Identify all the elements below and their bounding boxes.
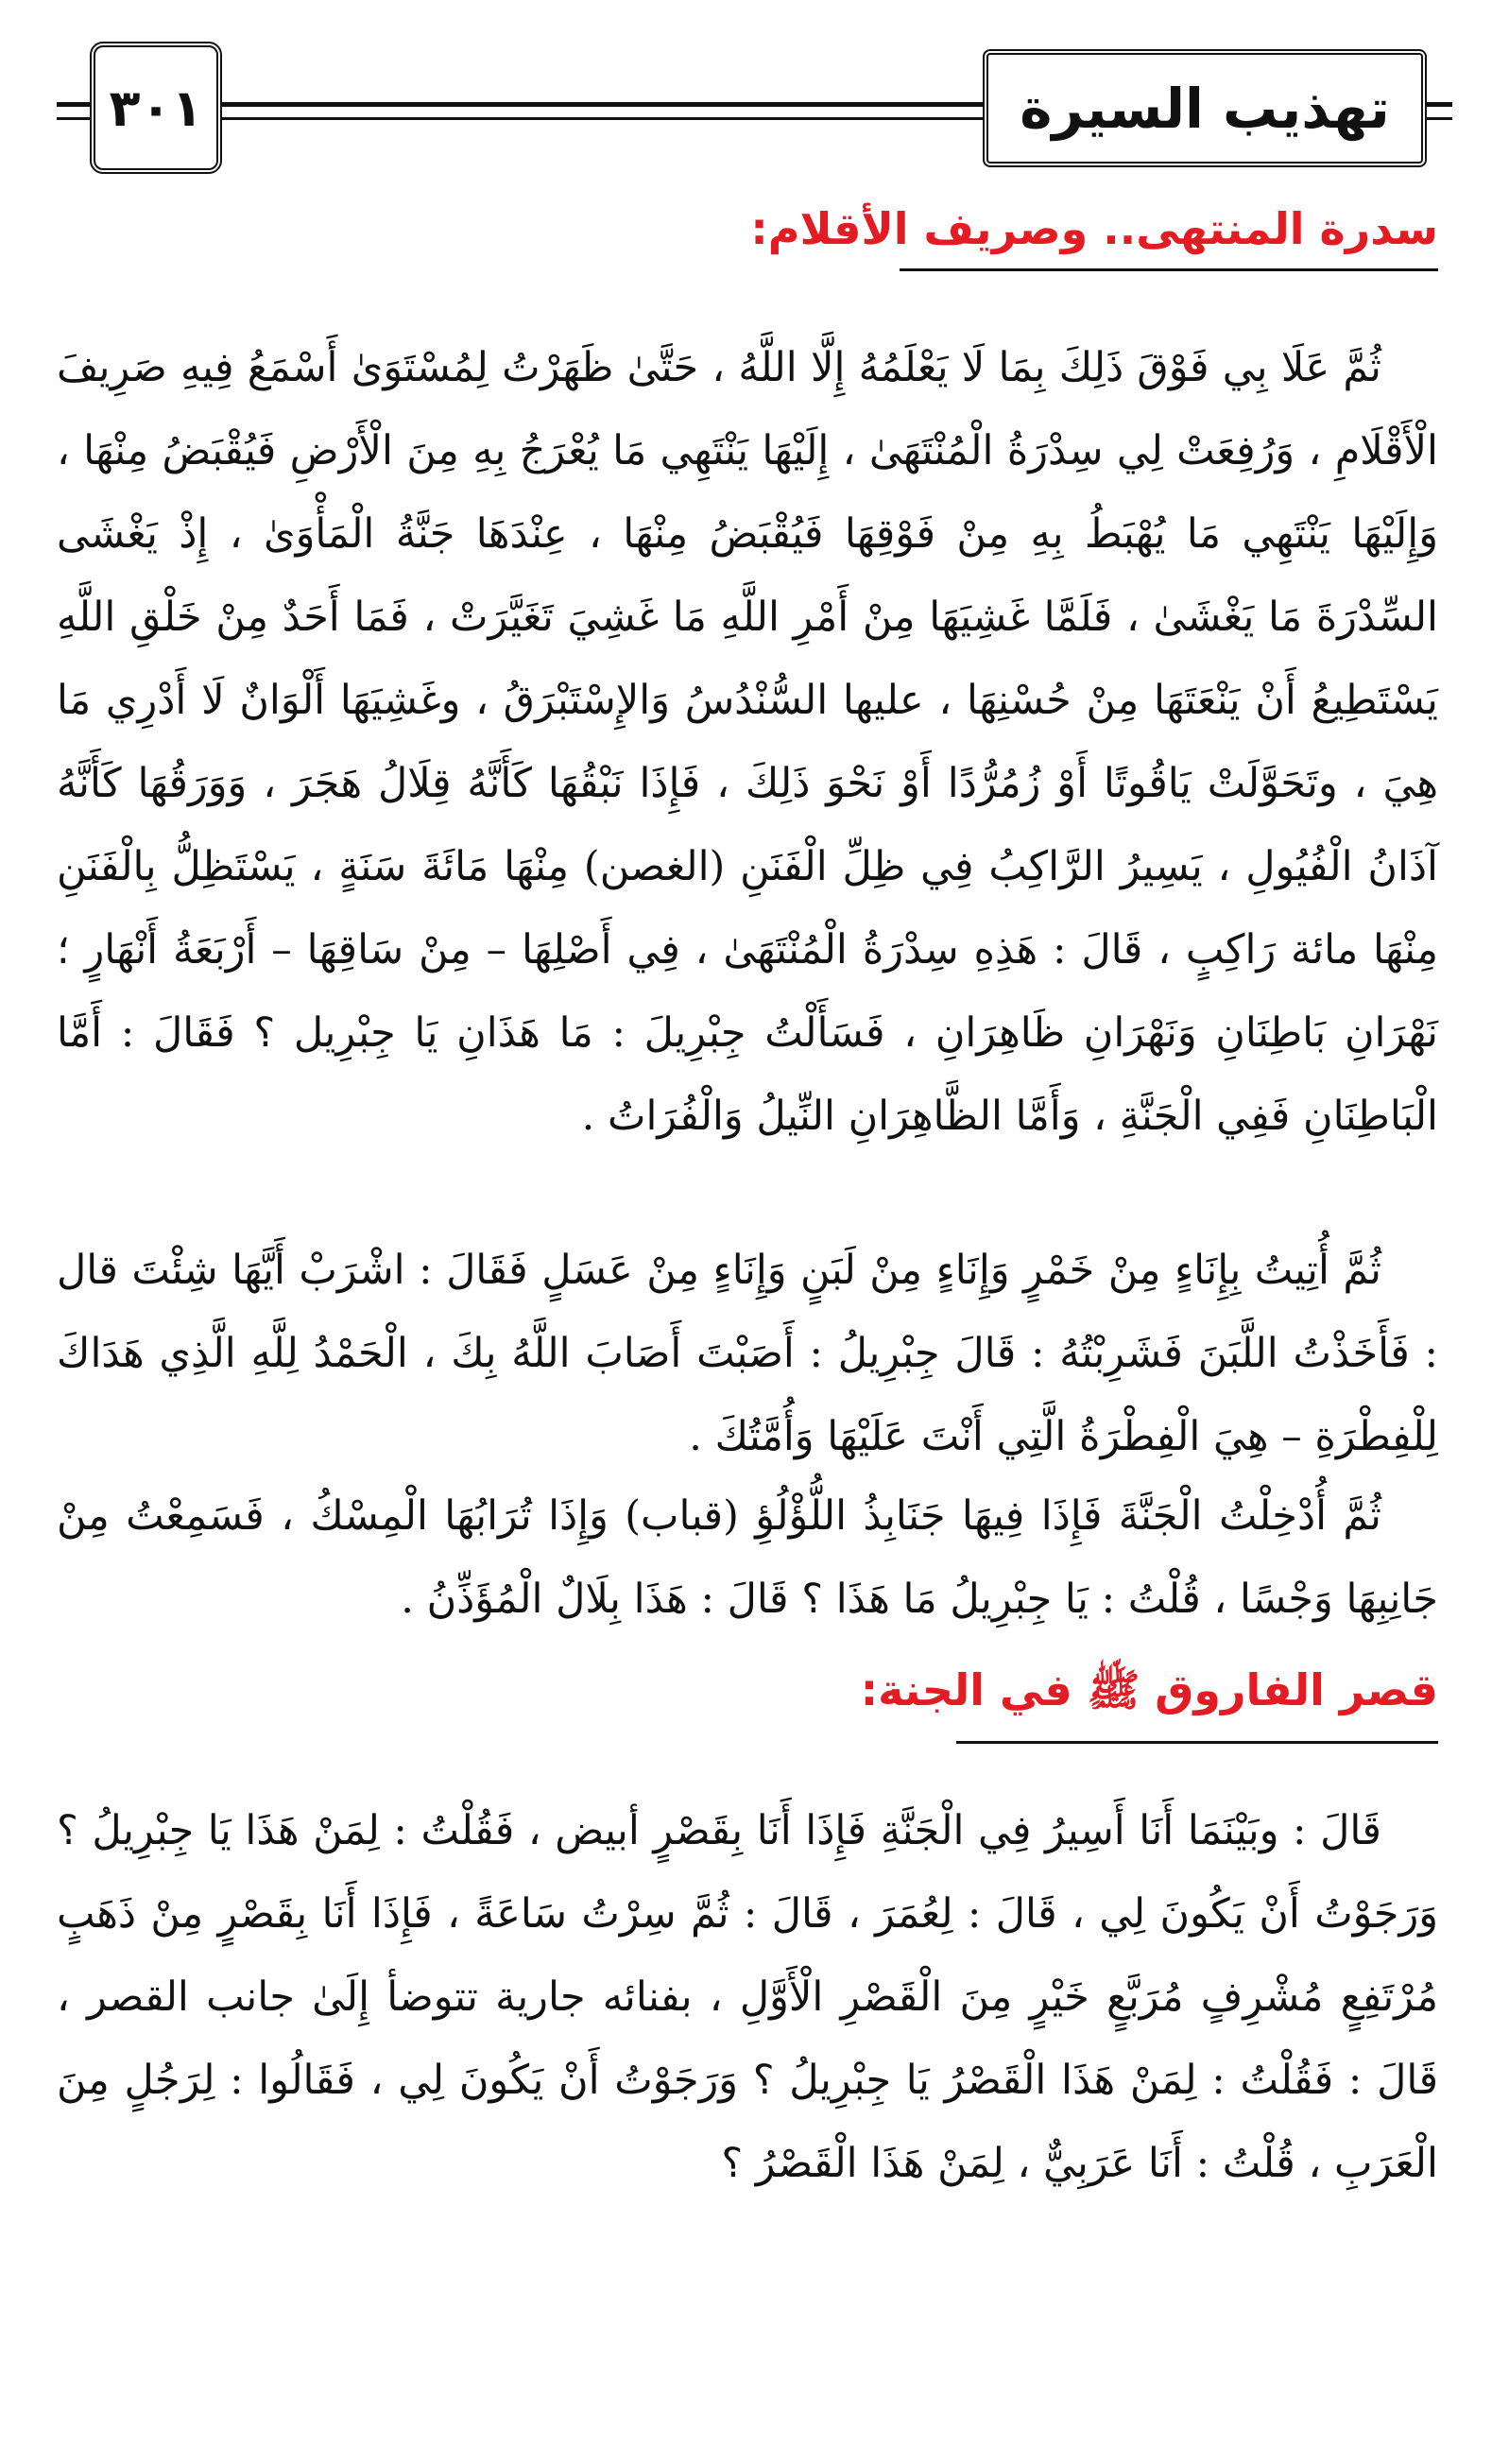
paragraph: [57, 326, 1438, 1158]
paragraph-text: ثُمَّ عَلَا بِي فَوْقَ ذَلِكَ بِمَا لَا يَعْلَمُهُ إِلَّا اللَّهُ ، حَتَّىٰ ظَهَرْتُ لِمُسْتَوَىٰ أَسْمَعُ فِيهِ صَرِيفَ الْأَقْلَامِ ، وَرُفِعَتْ لِي سِدْرَةُ الْمُنْتَهَىٰ ، إِلَيْهَا يَنْتَهِي مَا يُعْرَجُ بِهِ مِنَ الْأَرْضِ فَيُقْبَضُ مِنْهَا ، وَإِلَيْهَا يَنْتَهِي مَا يُهْبَطُ بِهِ مِنْ فَوْقِهَا فَيُقْبَضُ مِنْهَا ، عِنْدَهَا جَنَّةُ الْمَأْوَىٰ ، إِذْ يَغْشَى السِّدْرَةَ مَا يَغْشَىٰ ، فَلَمَّا غَشِيَهَا مِنْ أَمْرِ اللَّهِ مَا غَشِيَ تَغَيَّرَتْ ، فَمَا أَحَدٌ مِنْ خَلْقِ اللَّهِ يَسْتَطِيعُ أَنْ يَنْعَتَهَا مِنْ حُسْنِهَا ، عليها السُّنْدُسُ وَالإِسْتَبْرَقُ ، وغَشِيَهَا أَلْوَانٌ لَا أَدْرِي مَا هِيَ ، وتَحَوَّلَتْ يَاقُوتًا أَوْ زُمُرُّدًا أَوْ نَحْوَ ذَلِكَ ، فَإِذَا نَبْقُهَا كَأَنَّهُ قِلَالُ هَجَرَ ، وَوَرَقُهَا كَأَنَّهُ آذَانُ الْفُيُولِ ، يَسِيرُ الرَّاكِبُ فِي ظِلِّ الْفَنَنِ (الغصن) مِنْهَا مَائَةَ سَنَةٍ ، يَسْتَظِلُّ بِالْفَنَنِ مِنْهَا مائة رَاكِبٍ ، قَالَ : هَذِهِ سِدْرَةُ الْمُنْتَهَىٰ ، فِي أَصْلِهَا – مِنْ سَاقِهَا – أَرْبَعَةُ أَنْهَارٍ ؛ نَهْرَانِ بَاطِنَانِ وَنَهْرَانِ ظَاهِرَانِ ، فَسَأَلْتُ جِبْرِيلَ : مَا هَذَانِ يَا جِبْرِيل ؟ فَقَالَ : أَمَّا الْبَاطِنَانِ فَفِي الْجَنَّةِ ، وَأَمَّا الظَّاهِرَانِ النِّيلُ وَالْفُرَاتُ .: [57, 344, 1438, 1140]
paragraph: [57, 1789, 1438, 2205]
book-title: تهذيب السيرة: [983, 49, 1427, 167]
page-number: ٣٠١: [90, 42, 222, 174]
paragraph-text: ثُمَّ أُدْخِلْتُ الْجَنَّةَ فَإِذَا فِيهَا جَنَابِذُ اللُّؤْلُؤِ (قباب) وَإِذَا تُرَابُهَا الْمِسْكُ ، فَسَمِعْتُ مِنْ جَانِبِهَا وَجْسًا ، قُلْتُ : يَا جِبْرِيلُ مَا هَذَا ؟ قَالَ : هَذَا بِلَالٌ الْمُؤَذِّنُ .: [57, 1492, 1438, 1623]
paragraph-text: قَالَ : وبَيْنَمَا أَنَا أَسِيرُ فِي الْجَنَّةِ فَإِذَا أَنَا بِقَصْرٍ أبيض ، فَقُلْتُ : لِمَنْ هَذَا يَا جِبْرِيلُ ؟ وَرَجَوْتُ أَنْ يَكُونَ لِي ، قَالَ : لِعُمَرَ ، قَالَ : ثُمَّ سِرْتُ سَاعَةً ، فَإِذَا أَنَا بِقَصْرٍ مِنْ ذَهَبٍ مُرْتَفِعٍ مُشْرِفٍ مُرَبَّعٍ خَيْرٍ مِنَ الْقَصْرِ الْأَوَّلِ ، بفنائه جارية تتوضأ إِلَىٰ جانب القصر ، قَالَ : فَقُلْتُ : لِمَنْ هَذَا الْقَصْرُ يَا جِبْرِيلُ ؟ وَرَجَوْتُ أَنْ يَكُونَ لِي ، فَقَالُوا : لِرَجُلٍ مِنَ الْعَرَبِ ، قُلْتُ : أَنَا عَرَبِيٌّ ، لِمَنْ هَذَا الْقَصْرُ ؟: [57, 1807, 1438, 2187]
section-heading-sidrat: [750, 203, 1438, 254]
paragraph: [57, 1229, 1438, 1478]
section-heading-text: سدرة المنتهى.. وصريف الأقلام:: [750, 203, 1438, 254]
heading-underline: [900, 268, 1438, 271]
section-heading-qasr: [860, 1663, 1438, 1727]
section-heading-text: قصر الفاروق ﷺ في الجنة:: [860, 1664, 1438, 1715]
heading-underline: [956, 1741, 1438, 1744]
paragraph: [57, 1474, 1438, 1641]
page-header: [0, 0, 1509, 189]
paragraph-text: ثُمَّ أُتِيتُ بِإِنَاءٍ مِنْ خَمْرٍ وَإِنَاءٍ مِنْ لَبَنٍ وَإِنَاءٍ مِنْ عَسَلٍ فَقَالَ : اشْرَبْ أَيَّهَا شِئْتَ قال : فَأَخَذْتُ اللَّبَنَ فَشَرِبْتُهُ : قَالَ جِبْرِيلُ : أَصَبْتَ أَصَابَ اللَّهُ بِكَ ، الْحَمْدُ لِلَّهِ الَّذِي هَدَاكَ لِلْفِطْرَةِ – هِيَ الْفِطْرَةُ الَّتِي أَنْتَ عَلَيْهَا وَأُمَّتُكَ .: [57, 1247, 1438, 1460]
